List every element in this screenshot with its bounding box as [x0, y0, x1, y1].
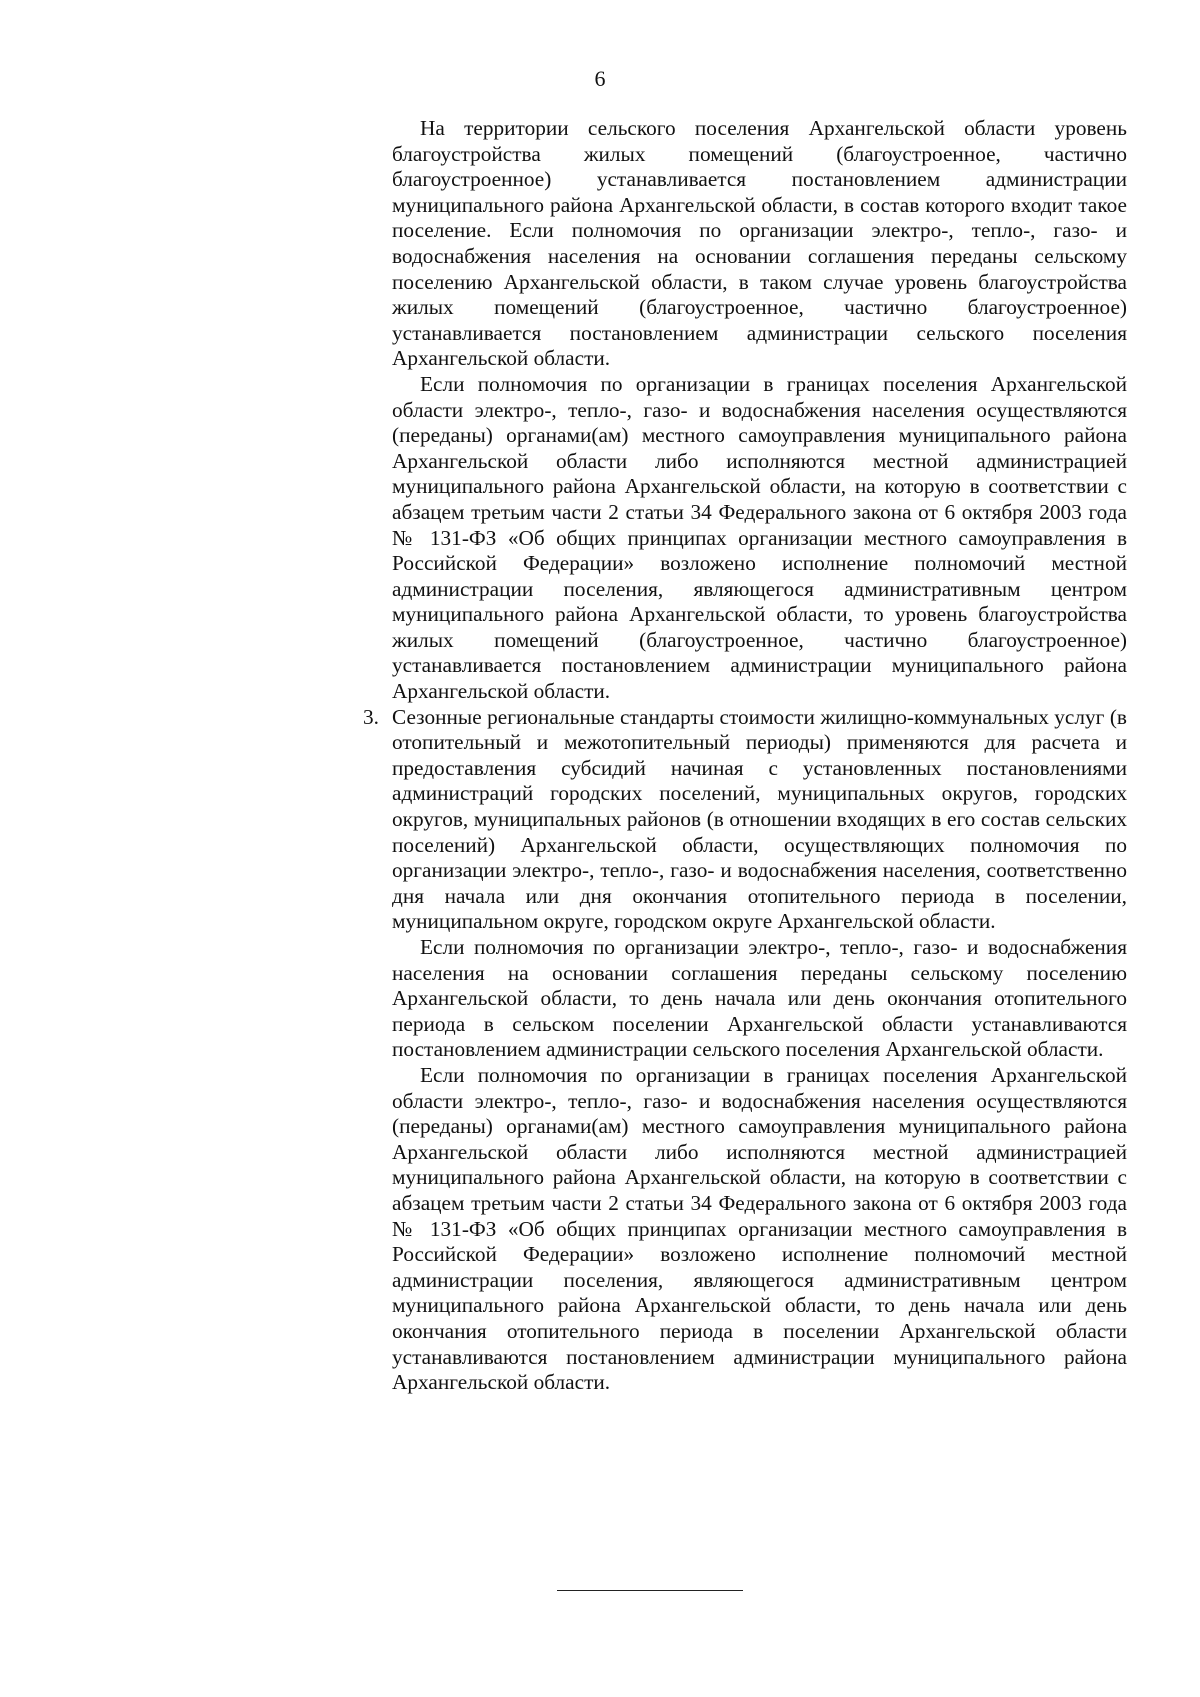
list-item-3	[363, 704, 1127, 935]
footer-divider	[557, 1590, 743, 1591]
page-number: 6	[594, 66, 606, 91]
list-item-number: 3.	[363, 704, 379, 729]
document-body	[363, 116, 1127, 1396]
paragraph-living-standard-rural: На территории сельского поселения Архангельской области уровень благоустройства жилых помещений (благоустроенное, частично благоустроенное) устанавливается постановлением администрации муниципального района Архангельской области, в состав которого входит такое поселение. Если полномочия по организации электро-, тепло-, газо- и водоснабжения населения на основании соглашения переданы сельскому поселению Архангельской области, в таком случае уровень благоустройства жилых помещений (благоустроенное, частично благоустроенное) устанавливается постановлением администрации сельского поселения Архангельской области.	[392, 116, 1127, 371]
paragraph-living-standard-municipal: Если полномочия по организации в границах поселения Архангельской области электро-, тепло-, газо- и водоснабжения населения осуществляются (переданы) органами(ам) местного самоуправления муниципального района Архангельской области либо исполняются местной администрацией муниципального района Архангельской области, на которую в соответствии с абзацем третьим части 2 статьи 34 Федерального закона от 6 октября 2003 года № 131-ФЗ «Об общих принципах организации местного самоуправления в Российской Федерации» возложено исполнение полномочий местной администрации поселения, являющегося административным центром муниципального района Архангельской области, то уровень благоустройства жилых помещений (благоустроенное, частично благоустроенное) устанавливается постановлением администрации муниципального района Архангельской области.	[392, 371, 1127, 704]
paragraph-heating-period-rural: Если полномочия по организации электро-, тепло-, газо- и водоснабжения населения на основании соглашения переданы сельскому поселению Архангельской области, то день начала или день окончания отопительного периода в сельском поселении Архангельской области устанавливаются постановлением администрации сельского поселения Архангельской области.	[392, 935, 1127, 1062]
list-item-text: Сезонные региональные стандарты стоимости жилищно-коммунальных услуг (в отопительный и межотопительный периоды) применяются для расчета и предоставления субсидий начиная с установленных постановлениями администраций городских поселений, муниципальных округов, городских округов, муниципальных районов (в отношении входящих в его состав сельских поселений) Архангельской области, осуществляющих полномочия по организации электро-, тепло-, газо- и водоснабжения населения, соответственно дня начала или дня окончания отопительного периода в поселении, муниципальном округе, городском округе Архангельской области.	[392, 704, 1127, 934]
paragraph-heating-period-municipal: Если полномочия по организации в границах поселения Архангельской области электро-, тепло-, газо- и водоснабжения населения осуществляются (переданы) органами(ам) местного самоуправления муниципального района Архангельской области либо исполняются местной администрацией муниципального района Архангельской области, на которую в соответствии с абзацем третьим части 2 статьи 34 Федерального закона от 6 октября 2003 года № 131-ФЗ «Об общих принципах организации местного самоуправления в Российской Федерации» возложено исполнение полномочий местной администрации поселения, являющегося административным центром муниципального района Архангельской области, то день начала или день окончания отопительного периода в поселении Архангельской области устанавливаются постановлением администрации муниципального района Архангельской области.	[392, 1062, 1127, 1395]
